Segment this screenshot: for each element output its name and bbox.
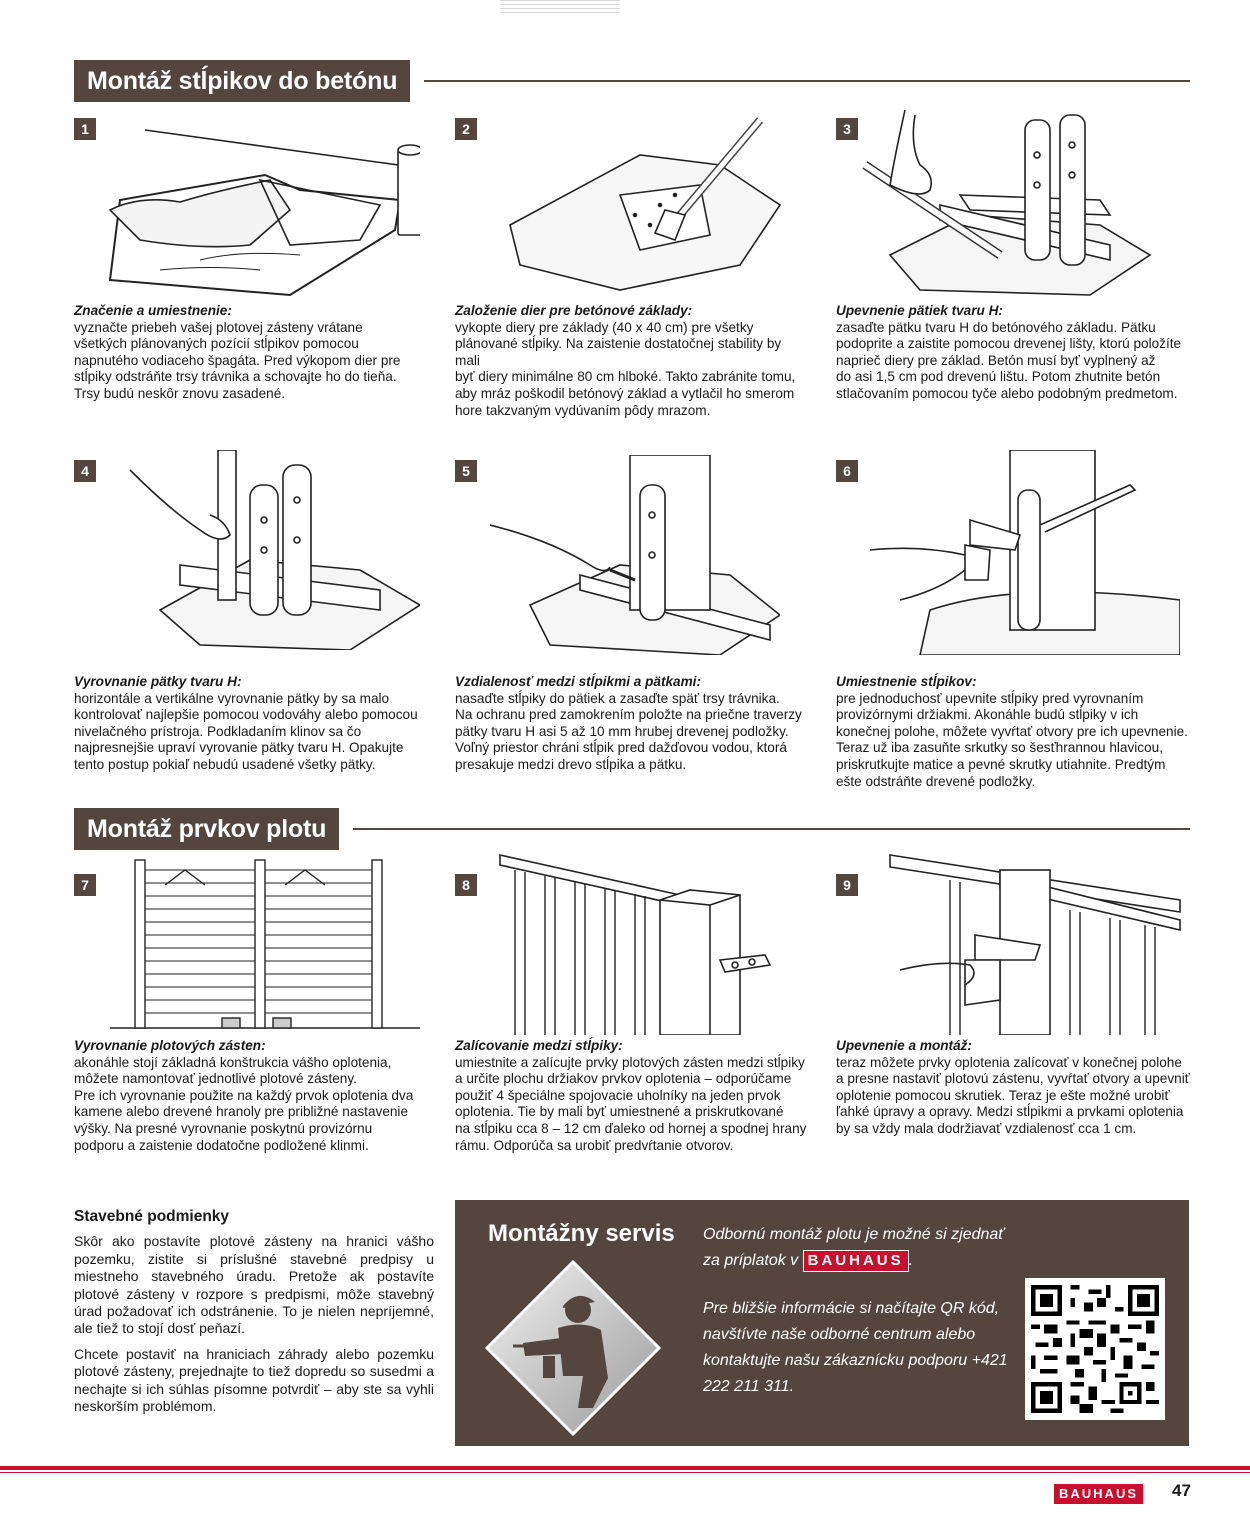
- footer-bauhaus-logo: BAUHAUS: [1054, 1484, 1143, 1504]
- step-number-4: 4: [74, 460, 96, 482]
- step-title: Založenie dier pre betónové základy:: [455, 303, 693, 318]
- step-number-3: 3: [836, 118, 858, 140]
- conditions-paragraph-2: Chcete postaviť na hraniciach záhrady alebo pozemku plotové zásteny, prejednajte to tiež dopredu so susedmi a nechajte si ich súhlas písomne potvrdiť – aby ste sa vyhli neskorším problémom.: [74, 1345, 434, 1415]
- page-number: 47: [1172, 1481, 1191, 1500]
- assembly-service-box: [455, 1200, 1189, 1446]
- building-conditions: [74, 1208, 434, 1423]
- step-number-7: 7: [74, 874, 96, 896]
- step-title: Vzdialenosť medzi stĺpikmi a pätkami:: [455, 674, 701, 689]
- step-text-4: [74, 674, 429, 774]
- step-title: Vyrovnanie pätky tvaru H:: [74, 674, 242, 689]
- illustration-fence-bracket: [490, 850, 800, 1035]
- service-offer-line: Odbornú montáž plotu je možné si zjednať za príplatok v: [703, 1226, 1004, 1269]
- illustration-h-anchor: [860, 105, 1160, 300]
- step-body: vykopte diery pre základy (40 x 40 cm) pre všetky plánované stĺpiky. Na zaistenie dostatočnej stability by mali byť diery minimálne 80 cm hlboké. Takto zabránite tomu, aby mráz poškodil betónový základ a vytlačil ho smerom hore takzvaným vydúvaním pôdy mrazom.: [455, 319, 796, 418]
- illustration-marking: [100, 120, 420, 300]
- step-title: Značenie a umiestnenie:: [74, 303, 232, 318]
- step-number-1: 1: [74, 118, 96, 140]
- illustration-digging: [500, 115, 790, 295]
- step-text-2: [455, 303, 805, 419]
- section-header-concrete: [74, 60, 1190, 102]
- step-text-6: [836, 674, 1196, 790]
- illustration-fence-panels: [110, 855, 420, 1035]
- step-text-5: [455, 674, 810, 774]
- bauhaus-logo: BAUHAUS: [803, 1250, 909, 1272]
- step-body: vyznačte priebeh vašej plotovej zásteny vrátane všetkých plánovaných pozícií stĺpikov pomocou napnutého vodiaceho špagáta. Pred výkopom dier pre stĺpiky odstráňte trsy trávnika a schovajte ho do tieňa. Trsy budú neskôr znovu zasadené.: [74, 319, 401, 401]
- top-decoration: [500, 0, 620, 14]
- step-number-8: 8: [455, 874, 477, 896]
- step-title: Umiestnenie stĺpikov:: [836, 674, 977, 689]
- qr-code[interactable]: [1025, 1278, 1165, 1420]
- step-text-1: [74, 303, 424, 403]
- step-text-3: [836, 303, 1191, 403]
- step-body: nasaďte stĺpiky do pätiek a zasaďte späť trsy trávnika. Na ochranu pred zamokrením položte na priečne traverzy pätky tvaru H asi 5 až 10 mm hrubej drevenej podložky. Voľný priestor chráni stĺpik pred dažďovou vodou, ktorá presakuje medzi drevo stĺpika a pätku.: [455, 690, 802, 772]
- illustration-screwing: [880, 850, 1190, 1035]
- conditions-paragraph-1: Skôr ako postavíte plotové zásteny na hranici vášho pozemku, zistite si príslušné stavebné predpisy u miestneho stavebného úradu. Pretože ak postavíte plotové zásteny v rozpore s predpismi, môže stavebný úrad požadovať ich odstránenie. To je nielen nepríjemné, ale tiež to stojí dosť peňazí.: [74, 1233, 434, 1337]
- service-title: Montážny servis: [488, 1220, 675, 1247]
- service-offer-text: [703, 1222, 1023, 1274]
- step-text-7: [74, 1038, 429, 1154]
- section-divider: [353, 828, 1190, 830]
- step-text-8: [455, 1038, 820, 1154]
- step-body: teraz môžete prvky oplotenia zalícovať v konečnej polohe a presne nastaviť plotovú zástenu, vyvŕtať otvory a upevniť oplotenie pomocou skrutiek. Teraz je ešte možné urobiť ľahké úpravy a opravy. Medzi stĺpikmi a prvkami oplotenia by sa vždy mala dodržiavať vzdialenosť cca 1 cm.: [836, 1054, 1190, 1136]
- step-body: pre jednoduchosť upevnite stĺpiky pred vyrovnaním provizórnymi držiakmi. Akonáhle budú stĺpiky v ich konečnej polohe, môžete vyvŕtať otvory pre ich upevnenie. Teraz už iba zasuňte srkutky so šesťhrannou hlavicou, priskrutkujte matice a pevné skrutky utiahnite. Predtým ešte odstráňte drevené podložky.: [836, 690, 1188, 789]
- step-text-9: [836, 1038, 1196, 1138]
- step-number-5: 5: [455, 460, 477, 482]
- service-offer-end: .: [908, 1252, 914, 1269]
- step-body: zasaďte pätku tvaru H do betónového základu. Pätku podoprite a zaistite pomocou drevenej lišty, ktorú položíte naprieč diery pre základ. Betón musí byť vyplnený až do asi 1,5 cm pod drevenú lištu. Potom zhutnite betón stlačovaním pomocou tyče alebo podobným predmetom.: [836, 319, 1182, 401]
- section-header-fence: [74, 808, 1190, 850]
- section-title: Montáž stĺpikov do betónu: [74, 60, 410, 102]
- step-number-2: 2: [455, 118, 477, 140]
- step-title: Vyrovnanie plotových zásten:: [74, 1038, 266, 1053]
- worker-drill-icon: [483, 1258, 663, 1438]
- step-body: horizontále a vertikálne vyrovnanie pätky by sa malo kontrolovať najlepšie pomocou vodováhy alebo pomocou nivelačného prístroja. Podkladaním klinov sa čo najpresnejšie upraví vyrovanie pätky tvaru H. Opakujte tento postup pokiaľ nebudú usadené všetky pätky.: [74, 690, 418, 772]
- step-body: akonáhle stojí základná konštrukcia vášho oplotenia, môžete namontovať jednotlivé plotové zásteny. Pre ich vyrovnanie použite na každý prvok oplotenia dva kamene alebo drevené hranoly pre približné nastavenie výšky. Na presné vyrovnanie poskytnú provizórnu podporu a zaistenie dodatočne podložené klinmi.: [74, 1054, 414, 1153]
- footer-red-line: [0, 1466, 1250, 1470]
- step-number-6: 6: [836, 460, 858, 482]
- illustration-post-spacing: [490, 455, 780, 655]
- section-divider: [424, 80, 1190, 82]
- footer-thin-line: [0, 1472, 1250, 1473]
- conditions-title: Stavebné podmienky: [74, 1208, 230, 1225]
- service-info-text: Pre bližšie informácie si načítajte QR kód, navštívte naše odborné centrum alebo kontaktujte našu zákaznícku podporu +421 222 211 311.: [703, 1300, 1008, 1395]
- section-title: Montáž prvkov plotu: [74, 808, 339, 850]
- step-number-9: 9: [836, 874, 858, 896]
- step-title: Upevnenie pätiek tvaru H:: [836, 303, 1003, 318]
- step-body: umiestnite a zalícujte prvky plotových zásten medzi stĺpiky a určite plochu držiakov prvkov oplotenia – odporúčame použiť 4 špeciálne spojovacie uholníky na jeden prvok oplotenia. Tie by mali byť umiestnené a priskrutkované na stĺpiku cca 8 – 12 cm ďaleko od hornej a spodnej hrany rámu. Odporúča sa urobiť predvŕtanie otvorov.: [455, 1054, 807, 1153]
- step-title: Zalícovanie medzi stĺpiky:: [455, 1038, 623, 1053]
- illustration-drilling-post: [870, 450, 1180, 655]
- step-title: Upevnenie a montáž:: [836, 1038, 972, 1053]
- illustration-leveling: [120, 450, 420, 650]
